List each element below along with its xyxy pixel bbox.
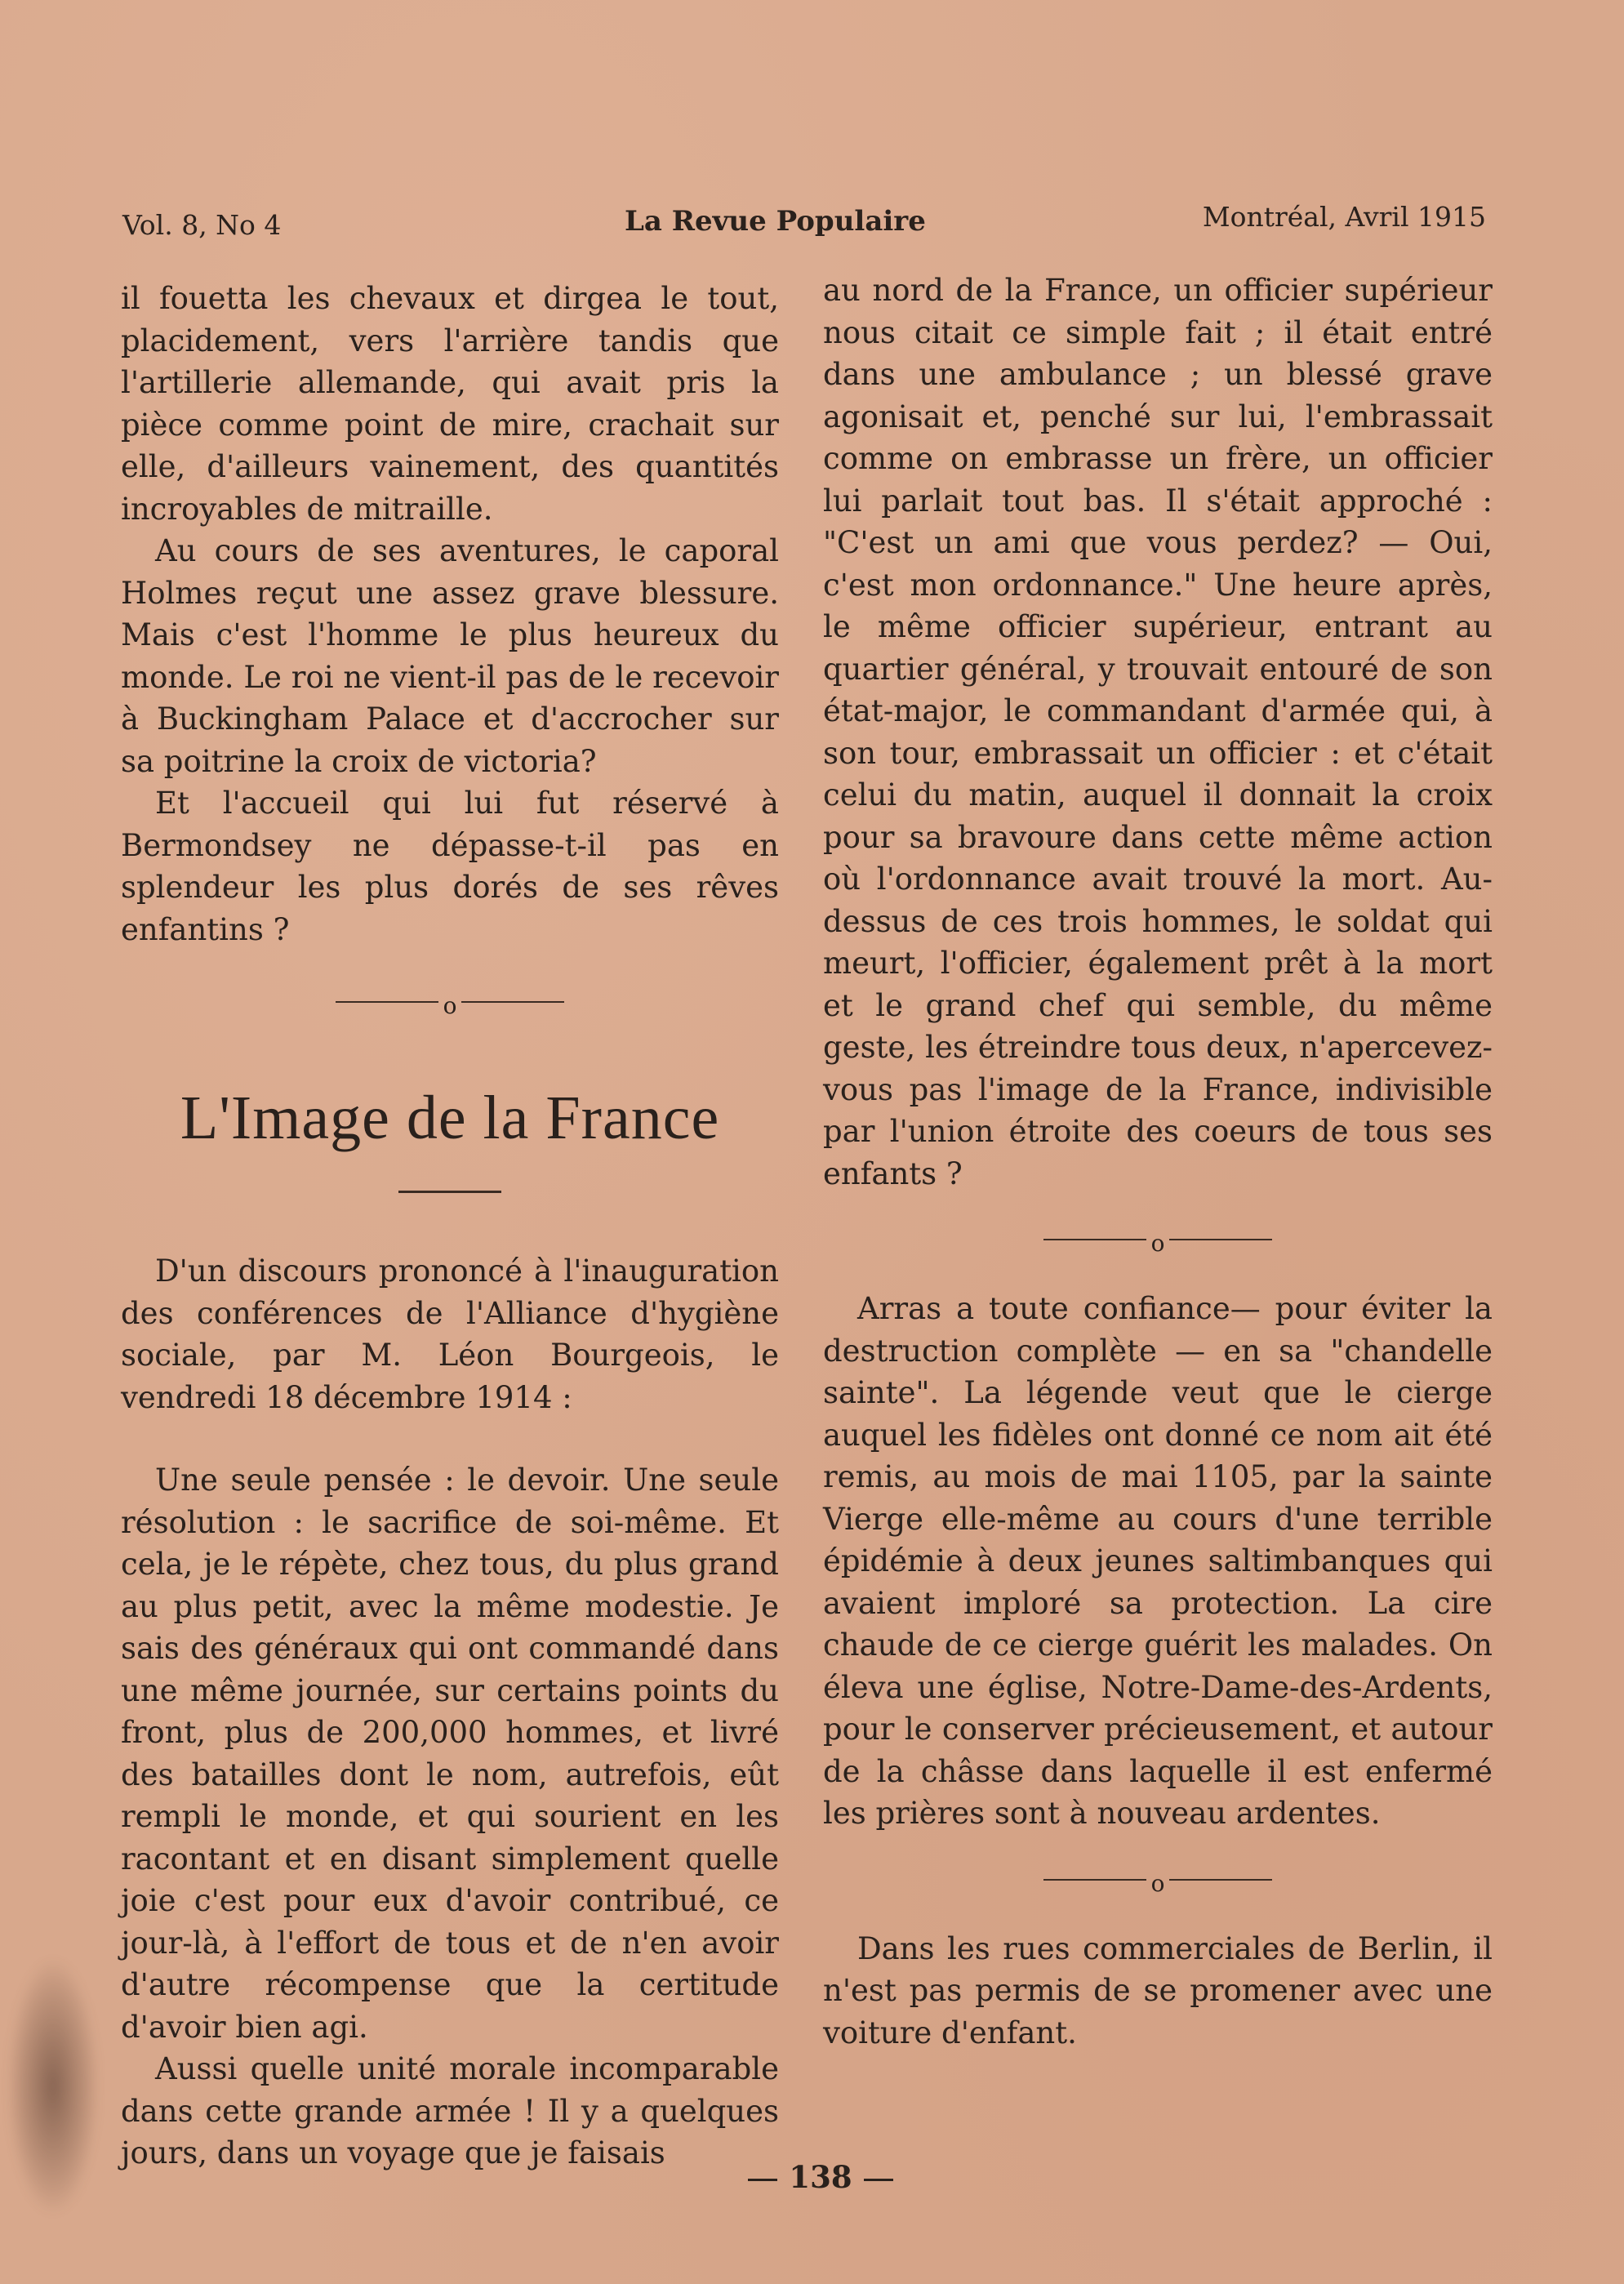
page-stain — [8, 1960, 98, 2213]
bermondsey-paragraph: Et l'accueil qui lui fut réservé à Bermondsey ne dépasse-t-il pas en splendeur les plus dorés de ses rêves enfantins ? — [121, 786, 779, 947]
separator-rule — [1043, 1879, 1146, 1881]
article-title: L'Image de la France — [180, 1084, 720, 1152]
separator-rule — [1043, 1239, 1146, 1240]
volume-number: Vol. 8, No 4 — [122, 209, 282, 241]
page-number-dash — [864, 2179, 893, 2181]
article-intro: D'un discours prononcé à l'inauguration des conférences de l'Alliance d'hygiène sociale, par M. Léon Bourgeois, le vendredi 18 décembre 1914 : — [121, 1253, 779, 1415]
page-number — [719, 2159, 923, 2195]
continued-paragraph: il fouetta les chevaux et dirgea le tout, placidement, vers l'arrière tandis que l'artillerie allemande, qui avait pris la pièce comme point de mire, crachait sur elle, d'ailleurs vainement, des quantités incroyables de mitraille. — [121, 281, 779, 527]
section-separator — [1043, 1868, 1272, 1897]
separator-rule — [461, 1001, 564, 1003]
holmes-paragraph: Au cours de ses aventures, le caporal Holmes reçut une assez grave blessure. Mais c'est l'homme le plus heureux du monde. Le roi ne vient-il pas de le recevoir à Buckingham Palace et d'accrocher sur sa poitrine la croix de victoria? — [121, 533, 779, 779]
devoir-paragraph: Une seule pensée : le devoir. Une seule résolution : le sacrifice de soi-même. Et cela, je le répète, chez tous, du plus grand au plus petit, avec la même modestie. Je sais des généraux qui ont commandé dans une même journée, sur certains points du front, plus de 200,000 hommes, et livré des batailles dont le nom, autrefois, eût rempli le monde, et qui sourient en les racontant et en disant simplement quelle joie c'est pour eux d'avoir contribué, ce jour-là, à l'effort de tous et de n'en avoir d'autre récompense que la certitude d'avoir bien agi. — [121, 1463, 779, 2045]
section-separator — [336, 990, 564, 1019]
separator-rule — [1169, 1239, 1272, 1240]
right-column — [823, 269, 1493, 2054]
separator-mark: o — [1150, 1230, 1165, 1257]
separator-mark: o — [443, 992, 457, 1019]
arras-paragraph: Arras a toute confiance— pour éviter la destruction complète — en sa "chandelle sainte". La légende veut que le cierge auquel les fidèles ont donné ce nom ait été remis, au mois de mai 1105, par la sainte Vierge elle-même au cours d'une terrible épidémie à deux jeunes saltimbanques qui avaient imploré sa protection. La cire chaude de ce cierge guérit les malades. On éleva une église, Notre-Dame-des-Ardents, pour le conserver précieusement, et autour de la châsse dans laquelle il est enfermé les prières sont à nouveau ardentes. — [823, 1291, 1493, 1831]
page-number-value: 138 — [789, 2159, 852, 2195]
continued-paragraph-right: au nord de la France, un officier supérieur nous citait ce simple fait ; il était entré dans une ambulance ; un blessé grave agonisait et, penché sur lui, l'embrassait comme on embrasse un frère, un officier lui parlait tout bas. Il s'était approché : "C'est un ami que vous perdez? — Oui, c'est mon ordonnance." Une heure après, le même officier supérieur, entrant au quartier général, y trouvait entouré de son état-major, le commandant d'armée qui, à son tour, embrassait un officier : et c'était celui du matin, auquel il donnait la croix pour sa bravoure dans cette même action où l'ordonnance avait trouvé la mort. Au-dessus de ces trois hommes, le soldat qui meurt, l'officier, également prêt à la mort et le grand chef qui semble, du même geste, les étreindre tous deux, n'apercevez-vous pas l'image de la France, indivisible par l'union étroite des coeurs de tous ses enfants ? — [823, 273, 1493, 1191]
berlin-paragraph: Dans les rues commerciales de Berlin, il n'est pas permis de se promener avec une voiture d'enfant. — [823, 1930, 1493, 2050]
running-head — [122, 201, 1486, 242]
section-separator — [1043, 1227, 1272, 1257]
title-rule — [398, 1191, 501, 1193]
magazine-name: La Revue Populaire — [625, 205, 926, 238]
left-column — [121, 278, 779, 2175]
separator-rule — [1169, 1879, 1272, 1881]
separator-mark: o — [1150, 1869, 1165, 1897]
separator-rule — [336, 1001, 438, 1003]
place-and-date: Montréal, Avril 1915 — [1202, 201, 1486, 233]
page-number-dash — [748, 2179, 777, 2181]
unite-morale-paragraph: Aussi quelle unité morale incomparable dans cette grande armée ! Il y a quelques jours, dans un voyage que je faisais — [121, 2051, 779, 2170]
